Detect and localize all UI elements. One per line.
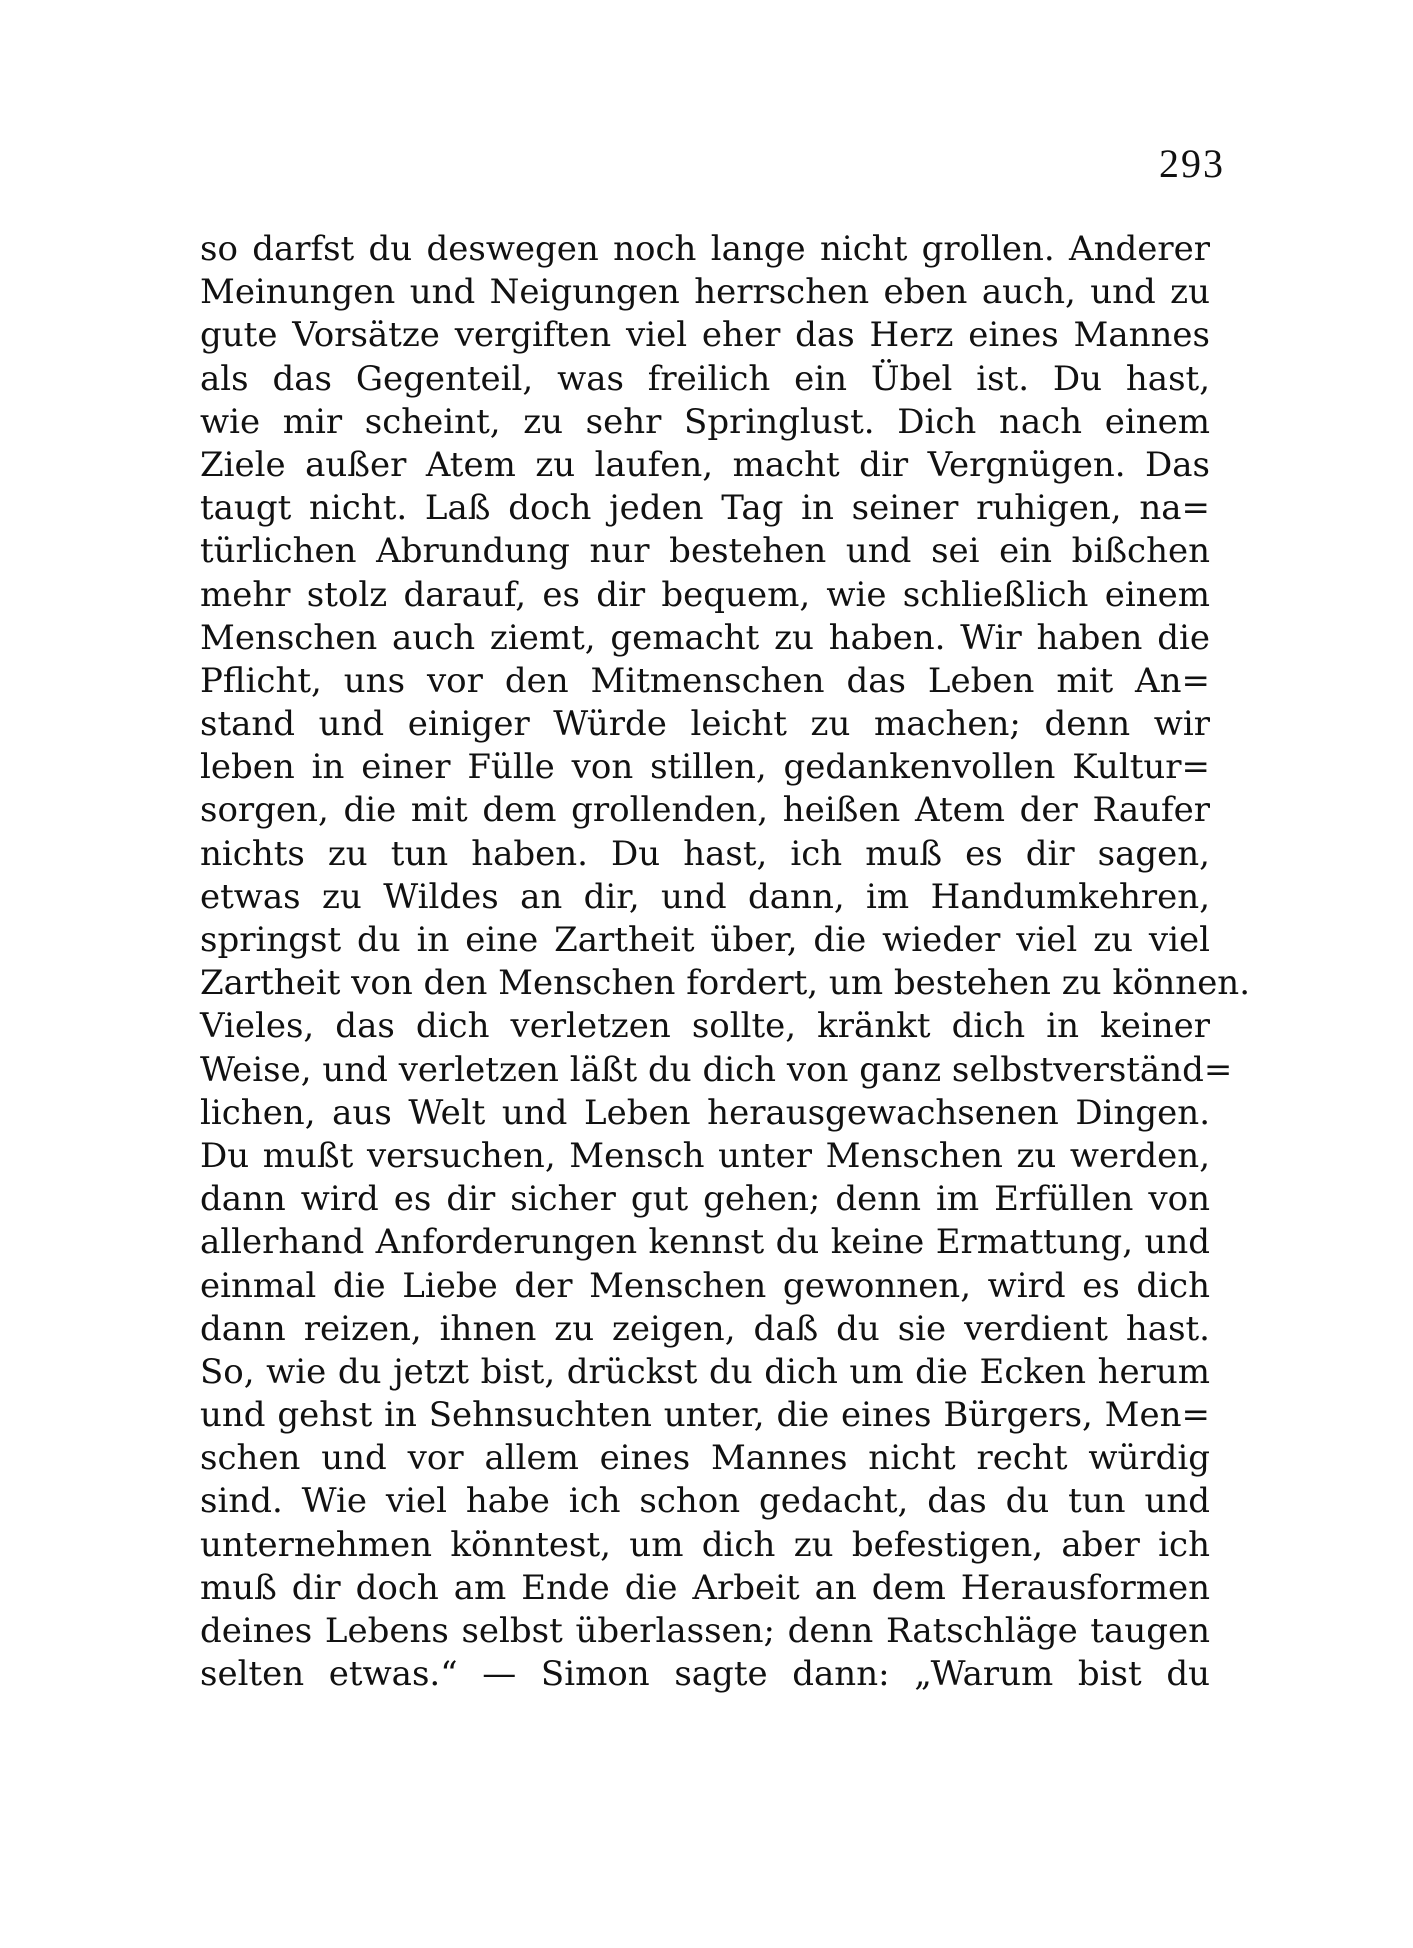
text-line: unternehmen könntest, um dich zu befestigen, aber ich xyxy=(200,1524,1210,1565)
text-line: einmal die Liebe der Menschen gewonnen, wird es dich xyxy=(200,1265,1210,1306)
text-line: dann reizen, ihnen zu zeigen, daß du sie verdient hast. xyxy=(200,1308,1210,1349)
text-line: Ziele außer Atem zu laufen, macht dir Vergnügen. Das xyxy=(200,444,1210,485)
text-line: so darfst du deswegen noch lange nicht grollen. Anderer xyxy=(200,229,1210,269)
text-line: allerhand Anforderungen kennst du keine Ermattung, und xyxy=(200,1222,1210,1263)
text-line: etwas zu Wildes an dir, und dann, im Handumkehren, xyxy=(200,876,1210,917)
text-line: wie mir scheint, zu sehr Springlust. Dich nach einem xyxy=(200,401,1210,442)
text-line: stand und einiger Würde leicht zu machen; denn wir xyxy=(200,704,1210,745)
text-line: selten etwas.“ — Simon sagte dann: „Warum bist du xyxy=(200,1654,1210,1695)
text-line: sind. Wie viel habe ich schon gedacht, das du tun und xyxy=(200,1481,1210,1522)
text-line: Menschen auch ziemt, gemacht zu haben. Wir haben die xyxy=(200,617,1210,658)
text-line: deines Lebens selbst überlassen; denn Ratschläge taugen xyxy=(200,1611,1210,1651)
text-line: türlichen Abrundung nur bestehen und sei ein bißchen xyxy=(200,531,1210,572)
text-line: So, wie du jetzt bist, drückst du dich um die Ecken herum xyxy=(200,1351,1210,1392)
text-line: nichts zu tun haben. Du hast, ich muß es dir sagen, xyxy=(200,833,1210,874)
text-line: Vieles, das dich verletzen sollte, kränkt dich in keiner xyxy=(200,1006,1210,1047)
text-line: leben in einer Fülle von stillen, gedankenvollen Kultur= xyxy=(200,747,1210,788)
text-line: Pflicht, uns vor den Mitmenschen das Leben mit An= xyxy=(200,660,1210,701)
text-line: und gehst in Sehnsuchten unter, die eines Bürgers, Men= xyxy=(200,1395,1210,1436)
page-number: 293 xyxy=(1159,141,1225,186)
body-text xyxy=(200,228,1251,1696)
text-line: schen und vor allem eines Mannes nicht recht würdig xyxy=(200,1438,1210,1479)
text-line: Zartheit von den Menschen fordert, um bestehen zu können. xyxy=(200,963,1251,1004)
text-line: muß dir doch am Ende die Arbeit an dem Herausformen xyxy=(200,1567,1210,1608)
text-line: Meinungen und Neigungen herrschen eben auch, und zu xyxy=(200,272,1210,313)
text-line: lichen, aus Welt und Leben herausgewachsenen Dingen. xyxy=(200,1092,1210,1133)
text-line: gute Vorsätze vergiften viel eher das Herz eines Mannes xyxy=(200,315,1210,356)
text-line: mehr stolz darauf, es dir bequem, wie schließlich einem xyxy=(200,574,1210,615)
text-line: Weise, und verletzen läßt du dich von ganz selbstverständ= xyxy=(200,1049,1233,1090)
text-line: Du mußt versuchen, Mensch unter Menschen zu werden, xyxy=(200,1135,1210,1176)
text-line: taugt nicht. Laß doch jeden Tag in seiner ruhigen, na= xyxy=(200,488,1210,529)
text-line: dann wird es dir sicher gut gehen; denn im Erfüllen von xyxy=(200,1179,1210,1220)
text-line: sorgen, die mit dem grollenden, heißen Atem der Raufer xyxy=(200,790,1210,831)
text-line: als das Gegenteil, was freilich ein Übel ist. Du hast, xyxy=(200,358,1210,399)
text-line: springst du in eine Zartheit über, die wieder viel zu viel xyxy=(200,920,1210,960)
